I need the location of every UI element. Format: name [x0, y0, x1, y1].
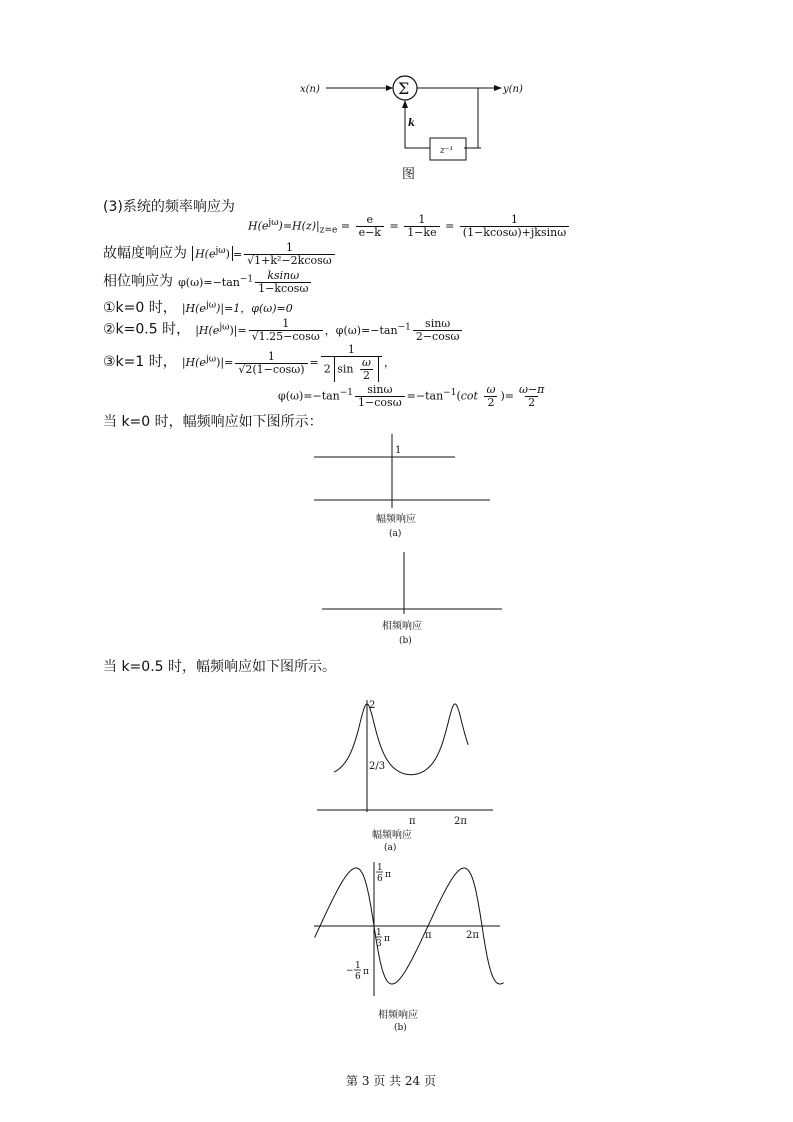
fig-k05-phase-x-num: 1: [376, 928, 382, 938]
case3-phase-cot-num: ω: [486, 383, 496, 396]
fig-k05-phase-caption: 相频响应: [378, 1010, 418, 1021]
phase-response-line: [103, 270, 313, 295]
eq-frac1-den-tail: −k: [365, 226, 381, 239]
fig-k05-phase-top-pi: π: [385, 870, 391, 880]
page-footer: 第 3 页 共 24 页: [346, 1074, 436, 1088]
phase-label: 相位响应为: [103, 273, 173, 290]
case3-label: ③k=1 时，: [103, 354, 177, 370]
eq-frac1-num: e: [366, 213, 374, 226]
case3-phase-rhs-eq: =: [504, 389, 514, 403]
case2-sup: jω: [219, 321, 230, 332]
case2-amp-mid: )|=: [229, 323, 247, 337]
amp-label: 故幅度响应为: [103, 245, 187, 262]
fig-k0-amp: [312, 430, 492, 542]
diagram-caption: 图: [402, 167, 416, 180]
eq-sub: z=e: [319, 225, 338, 236]
case2-amp-lhs: |H(e: [195, 323, 220, 337]
delay-label: z⁻¹: [440, 146, 454, 156]
case3-sup: jω: [205, 354, 217, 365]
amp-lhs: H(e: [195, 247, 216, 261]
case2-label: ②k=0.5 时，: [103, 321, 191, 338]
case2-amp-num: 1: [282, 317, 290, 330]
case3-f1-den: √2(1−cosω): [235, 363, 307, 376]
eq-lhs: H(e: [248, 219, 269, 233]
fig-k05-phase-top-num: 1: [377, 863, 383, 873]
eq-frac1: [356, 214, 384, 239]
fig-k05-phase-x-den: 3: [376, 939, 382, 949]
fig-k0-amp-caption: 幅频响应: [376, 514, 416, 525]
case3-phase-sup: −1: [339, 387, 354, 398]
case3-phase-line: $\varphi(\omega)=-\tan^{-1}$ $\frac{\sin\omega}{1-\cos\omega}$ $=-\tan^{-1}(\cot$ $\frac{\omega}{2}$ )= $\frac{\omega-\pi}{2}$: [278, 384, 549, 409]
fig-k05-phase-x-pi: π: [384, 934, 390, 944]
phase-den: 1−kcosω: [255, 282, 311, 295]
phase-lhs: φ(ω)=−tan: [178, 275, 240, 289]
case3-phase-den: 1−cosω: [355, 396, 405, 409]
case3-phase-cot-den: 2: [484, 396, 497, 409]
fig-k05-amp-tick-mid: 2/3: [369, 761, 386, 772]
case3-f1-num: 1: [267, 349, 275, 363]
case3-phase-mid: =−tan: [406, 389, 444, 403]
case3-frac1: [235, 351, 307, 376]
case3-frac2: [321, 344, 382, 382]
case3-phase-frac: [355, 384, 405, 409]
fig-k05-phase: [312, 856, 508, 1036]
amp-close: ): [225, 247, 230, 261]
case3-line: ③k=1 时， $|H(e^{j\omega})|=$ $\frac{1}{√2(1-\cos\omega)}$ = 1 2 sin $\frac{\omega}{2}$ ，: [103, 343, 395, 382]
case2-phase-num: sinω: [425, 317, 451, 330]
eq-sup: jω: [268, 217, 279, 228]
amp-den: √1+k²−2kcosω: [244, 254, 335, 267]
fig-k05-amp: [315, 692, 495, 852]
fig-k05-phase-bot-pi: π: [363, 967, 369, 977]
text-k05: 当 k=0.5 时，幅频响应如下图所示。: [103, 659, 337, 675]
freq-response-eq: $H(e^{j\omega})=H(z)|_{z=e}$ = $\frac{e}{e-k}$ = $\frac{1}{1-ke}$ = $\frac{1}{(1-kcos\omega)+jksin\omega}$: [248, 214, 571, 239]
output-arrow: [494, 85, 502, 91]
case1-eq: |H(e: [181, 302, 206, 315]
fig-k0-phase-caption: 相频响应: [382, 621, 422, 632]
feedback-path: [478, 88, 481, 148]
case2-line: [103, 318, 464, 343]
case3-phase-rhs-den: 2: [525, 396, 538, 409]
eq-frac2-num: 1: [418, 213, 426, 226]
eq-frac2-den: 1−ke: [404, 226, 439, 239]
case1-label: ①k=0 时，: [103, 300, 177, 316]
case3-f2-den-inner: sin: [337, 362, 354, 376]
output-label: y(n): [503, 84, 523, 95]
phase-num: ksinω: [267, 269, 300, 282]
fig-k0-phase: [318, 548, 504, 648]
case2-phase-lhs: ，φ(ω)=−tan: [324, 323, 398, 337]
fig-k0-amp-value: 1: [395, 445, 402, 456]
case1-sup: jω: [205, 300, 217, 311]
case3-phase-cot: cot: [460, 389, 478, 403]
amp-frac: [244, 242, 335, 267]
case2-amp-frac: [249, 318, 323, 343]
fig-k05-phase-sub: (b): [394, 1023, 407, 1033]
amp-sup: jω: [215, 245, 226, 256]
fig-k05-amp-caption: 幅频响应: [372, 830, 412, 841]
text-k0: 当 k=0 时，幅频响应如下图所示：: [103, 414, 323, 430]
eq-frac3-den: (1−kcosω)+jksinω: [460, 226, 569, 239]
fig-k05-phase-bot-den: 6: [355, 972, 361, 982]
fig-k05-phase-bot-sign: −: [346, 966, 354, 976]
case3-amp-mid: )|=: [216, 356, 234, 369]
case2-amp-den: √1.25−cosω: [249, 330, 323, 343]
eq-frac2: [404, 214, 439, 239]
feedback-arrow: [402, 100, 408, 108]
phase-frac: [255, 270, 311, 295]
amp-response-line: 故幅度响应为 $H(e^{j\omega})$ = $\frac{1}{\text{√1+k²−2kcosω}}$: [103, 242, 337, 267]
case3-f2-den-pre: 2: [323, 362, 331, 376]
case2-phase-den: 2−cosω: [413, 330, 463, 343]
fig-k05-phase-top-den: 6: [377, 874, 383, 884]
case3-phase-sup2: −1: [443, 387, 457, 398]
section-heading: (3)系统的频率响应为: [103, 199, 235, 215]
case3-f2-den-w: ω: [362, 356, 371, 369]
phase-sup: −1: [239, 273, 254, 284]
amp-num: 1: [285, 241, 293, 254]
case3-phase-lhs: φ(ω)=−tan: [278, 389, 340, 403]
case3-f2-den-2: 2: [360, 369, 373, 382]
fig-k0-phase-sub: (b): [399, 636, 412, 646]
fig-k05-phase-tick-pi: π: [425, 930, 432, 941]
fig-k0-amp-sub: (a): [389, 529, 402, 539]
input-arrow: [386, 85, 393, 91]
fig-k05-phase-tick-2pi: 2π: [466, 930, 479, 941]
case2-phase-frac: [413, 318, 463, 343]
fig-k05-amp-curve: [334, 704, 468, 775]
fig-k05-amp-tick-pi: π: [409, 816, 416, 827]
eq-frac1-den: e: [358, 226, 366, 239]
case3-tail: ，: [383, 356, 395, 369]
case3-f2-num: 1: [347, 343, 355, 356]
fig-k05-phase-bot-num: 1: [355, 961, 361, 971]
case2-phase-sup: −1: [397, 321, 411, 332]
eq-frac3-num: 1: [510, 213, 518, 226]
input-label: x(n): [300, 84, 320, 95]
case3-phase-num: sinω: [367, 383, 393, 396]
fig-k05-amp-tick-2pi: 2π: [454, 816, 467, 827]
fig-k05-amp-tick-top: 2: [369, 700, 376, 711]
summer-symbol: Σ: [398, 79, 410, 98]
case1-rest: )|=1，φ(ω)=0: [216, 302, 293, 315]
case3-amp-lhs: |H(e: [181, 356, 206, 369]
gain-label: k: [408, 118, 415, 129]
eq-mid: )=H(z)|: [278, 219, 320, 233]
fig-k05-amp-sub: (a): [384, 843, 397, 852]
block-diagram: [290, 68, 540, 180]
case3-phase-rhs-num: ω−π: [518, 383, 545, 396]
case1-line: [103, 297, 293, 317]
eq-frac3: [460, 214, 569, 239]
